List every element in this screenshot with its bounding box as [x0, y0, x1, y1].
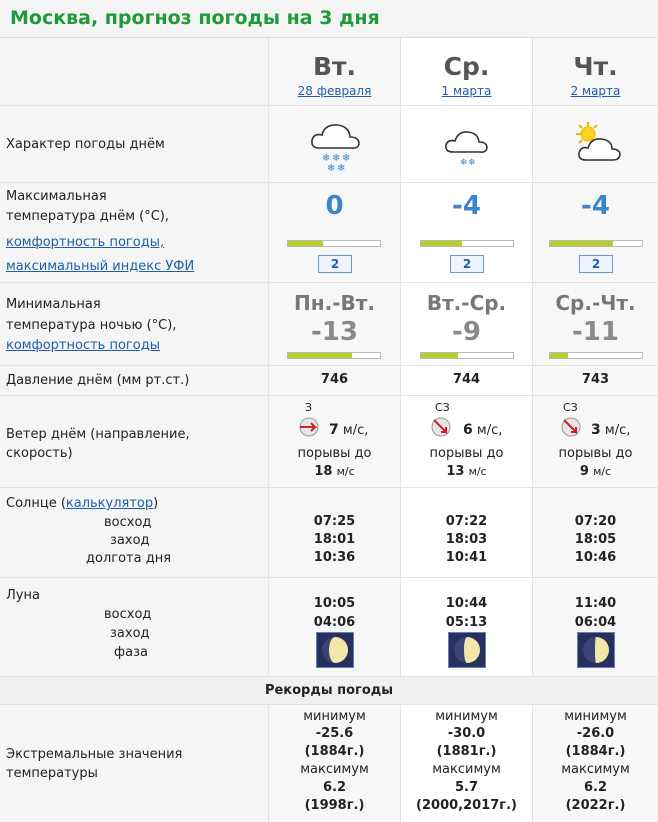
cloud-snow-heavy-icon — [305, 116, 365, 176]
wind-gust: 18 — [314, 464, 333, 479]
day-column-3 — [532, 38, 658, 105]
record-max-year: (1998г.) — [304, 798, 365, 813]
svg-text:❄: ❄ — [336, 163, 345, 174]
uv-index-badge: 2 — [318, 255, 352, 273]
svg-text:❄: ❄ — [341, 153, 350, 164]
night-period: Ср.-Чт. — [555, 291, 636, 315]
comfort-link[interactable]: комфортность погоды, — [6, 235, 165, 250]
moon-row: Луна восход заход фаза 10:05 04:06 10:44 05:13 11:40 06:04 — [0, 578, 658, 677]
wind-gust: 9 — [579, 464, 589, 479]
comfort-bar — [549, 240, 643, 247]
wind-direction: СЗ — [563, 401, 578, 414]
max-temp: -4 — [452, 191, 481, 221]
pressure-value: 744 — [452, 372, 481, 387]
wind-compass-icon — [297, 415, 321, 439]
night-comfort-bar — [420, 352, 514, 359]
pressure-value: 746 — [320, 372, 349, 387]
title-bar — [0, 0, 658, 38]
sunrise-time: 07:25 — [313, 514, 356, 529]
max-temp: 0 — [325, 191, 344, 221]
sunrise-time: 07:20 — [574, 514, 617, 529]
day-column-2 — [400, 38, 532, 105]
record-max: 6.2 — [322, 780, 347, 795]
day-date-link[interactable]: 1 марта — [441, 84, 492, 98]
moonrise-time: 10:05 — [313, 596, 356, 611]
sunset-time: 18:05 — [574, 532, 617, 547]
night-period: Пн.-Вт. — [294, 291, 375, 315]
sunset-time: 18:03 — [445, 532, 488, 547]
uv-index-link[interactable]: максимальный индекс УФИ — [6, 259, 195, 274]
record-max-year: (2000,2017г.) — [416, 798, 517, 813]
day-header-row — [0, 38, 658, 106]
moonset-time: 06:04 — [574, 615, 617, 630]
day-name: Вт. — [312, 52, 357, 81]
wind-compass-icon — [559, 415, 583, 439]
cloud-snow-light-icon — [437, 116, 497, 176]
night-comfort-bar — [287, 352, 381, 359]
day-date-link[interactable]: 2 марта — [570, 84, 621, 98]
day-length: 10:36 — [313, 550, 356, 565]
moonrise-time: 10:44 — [445, 596, 488, 611]
day-column-1 — [268, 38, 400, 105]
svg-text:❄: ❄ — [326, 163, 335, 174]
wind-speed: 3 — [591, 422, 601, 438]
comfort-bar — [287, 240, 381, 247]
record-min-year: (1881г.) — [436, 744, 497, 759]
page-title: Москва, прогноз погоды на 3 дня — [10, 7, 380, 29]
svg-text:❄: ❄ — [321, 153, 330, 164]
wind-direction: СЗ — [435, 401, 450, 414]
sun-cloud-icon — [566, 116, 626, 176]
moonset-time: 05:13 — [445, 615, 488, 630]
night-period: Вт.-Ср. — [426, 291, 507, 315]
weather-row — [0, 106, 658, 183]
night-comfort-bar — [549, 352, 643, 359]
pressure-value: 743 — [581, 372, 610, 387]
max-temp: -4 — [581, 191, 610, 221]
moonrise-time: 11:40 — [574, 596, 617, 611]
min-temp: -13 — [311, 317, 358, 347]
day-length: 10:46 — [574, 550, 617, 565]
wind-row: Ветер днём (направление, скорость) З 7 м/с, порывы до 18 м/с СЗ 6 м/с, порывы до 13 м/с СЗ 3 м/с, порывы до 9 м/с — [0, 396, 658, 488]
min-temp-row: Минимальная температура ночью (°C), комфортность погоды Пн.-Вт. -13 Вт.-Ср. -9 Ср.-Чт. -11 — [0, 283, 658, 366]
record-min-year: (1884г.) — [565, 744, 626, 759]
day-name: Чт. — [573, 52, 618, 81]
moonset-time: 04:06 — [313, 615, 356, 630]
sun-calculator-link[interactable]: калькулятор — [65, 496, 154, 511]
sunset-time: 18:01 — [313, 532, 356, 547]
wind-compass-icon — [429, 415, 453, 439]
svg-text:❄: ❄ — [467, 158, 476, 168]
weather-label: Характер погоды днём — [6, 137, 165, 152]
night-comfort-link[interactable]: комфортность погоды — [6, 338, 160, 353]
max-temp-row: Максимальная температура днём (°C), комфортность погоды, максимальный индекс УФИ 0 2 -4 2 -4 2 — [0, 183, 658, 283]
uv-index-badge: 2 — [579, 255, 613, 273]
wind-gust: 13 — [446, 464, 465, 479]
record-max: 5.7 — [454, 780, 479, 795]
comfort-bar — [420, 240, 514, 247]
svg-text:❄: ❄ — [331, 153, 340, 164]
wind-speed: 6 — [463, 422, 473, 438]
moon-phase-waxing-icon — [316, 632, 354, 668]
day-date-link[interactable]: 28 февраля — [297, 84, 372, 98]
sun-row: Солнце (калькулятор) восход заход долгота дня 07:25 18:01 10:36 07:22 18:03 10:41 07:20 18:05 10:46 — [0, 488, 658, 578]
record-min: -25.6 — [315, 726, 354, 741]
moon-phase-waxing-icon — [577, 632, 615, 668]
uv-index-badge: 2 — [450, 255, 484, 273]
day-name: Ср. — [443, 52, 490, 81]
record-min: -30.0 — [447, 726, 486, 741]
wind-direction: З — [305, 401, 313, 414]
min-temp: -11 — [572, 317, 619, 347]
record-min-year: (1884г.) — [304, 744, 365, 759]
record-max-year: (2022г.) — [565, 798, 626, 813]
records-row: Экстремальные значения температуры минимум -25.6 (1884г.) максимум 6.2 (1998г.) минимум -30.0 (1881г.) максимум 5.7 (2000,2017г.) минимум -26.0 (1884г.) максимум 6.2 (2022г.) — [0, 705, 658, 822]
day-length: 10:41 — [445, 550, 488, 565]
wind-speed: 7 — [329, 422, 339, 438]
svg-text:❄: ❄ — [459, 158, 468, 168]
records-header: Рекорды погоды — [0, 677, 658, 705]
sunrise-time: 07:22 — [445, 514, 488, 529]
record-min: -26.0 — [576, 726, 615, 741]
pressure-row: Давление днём (мм рт.ст.) 746 744 743 — [0, 366, 658, 396]
record-max: 6.2 — [583, 780, 608, 795]
min-temp: -9 — [452, 317, 481, 347]
moon-phase-waxing-icon — [448, 632, 486, 668]
